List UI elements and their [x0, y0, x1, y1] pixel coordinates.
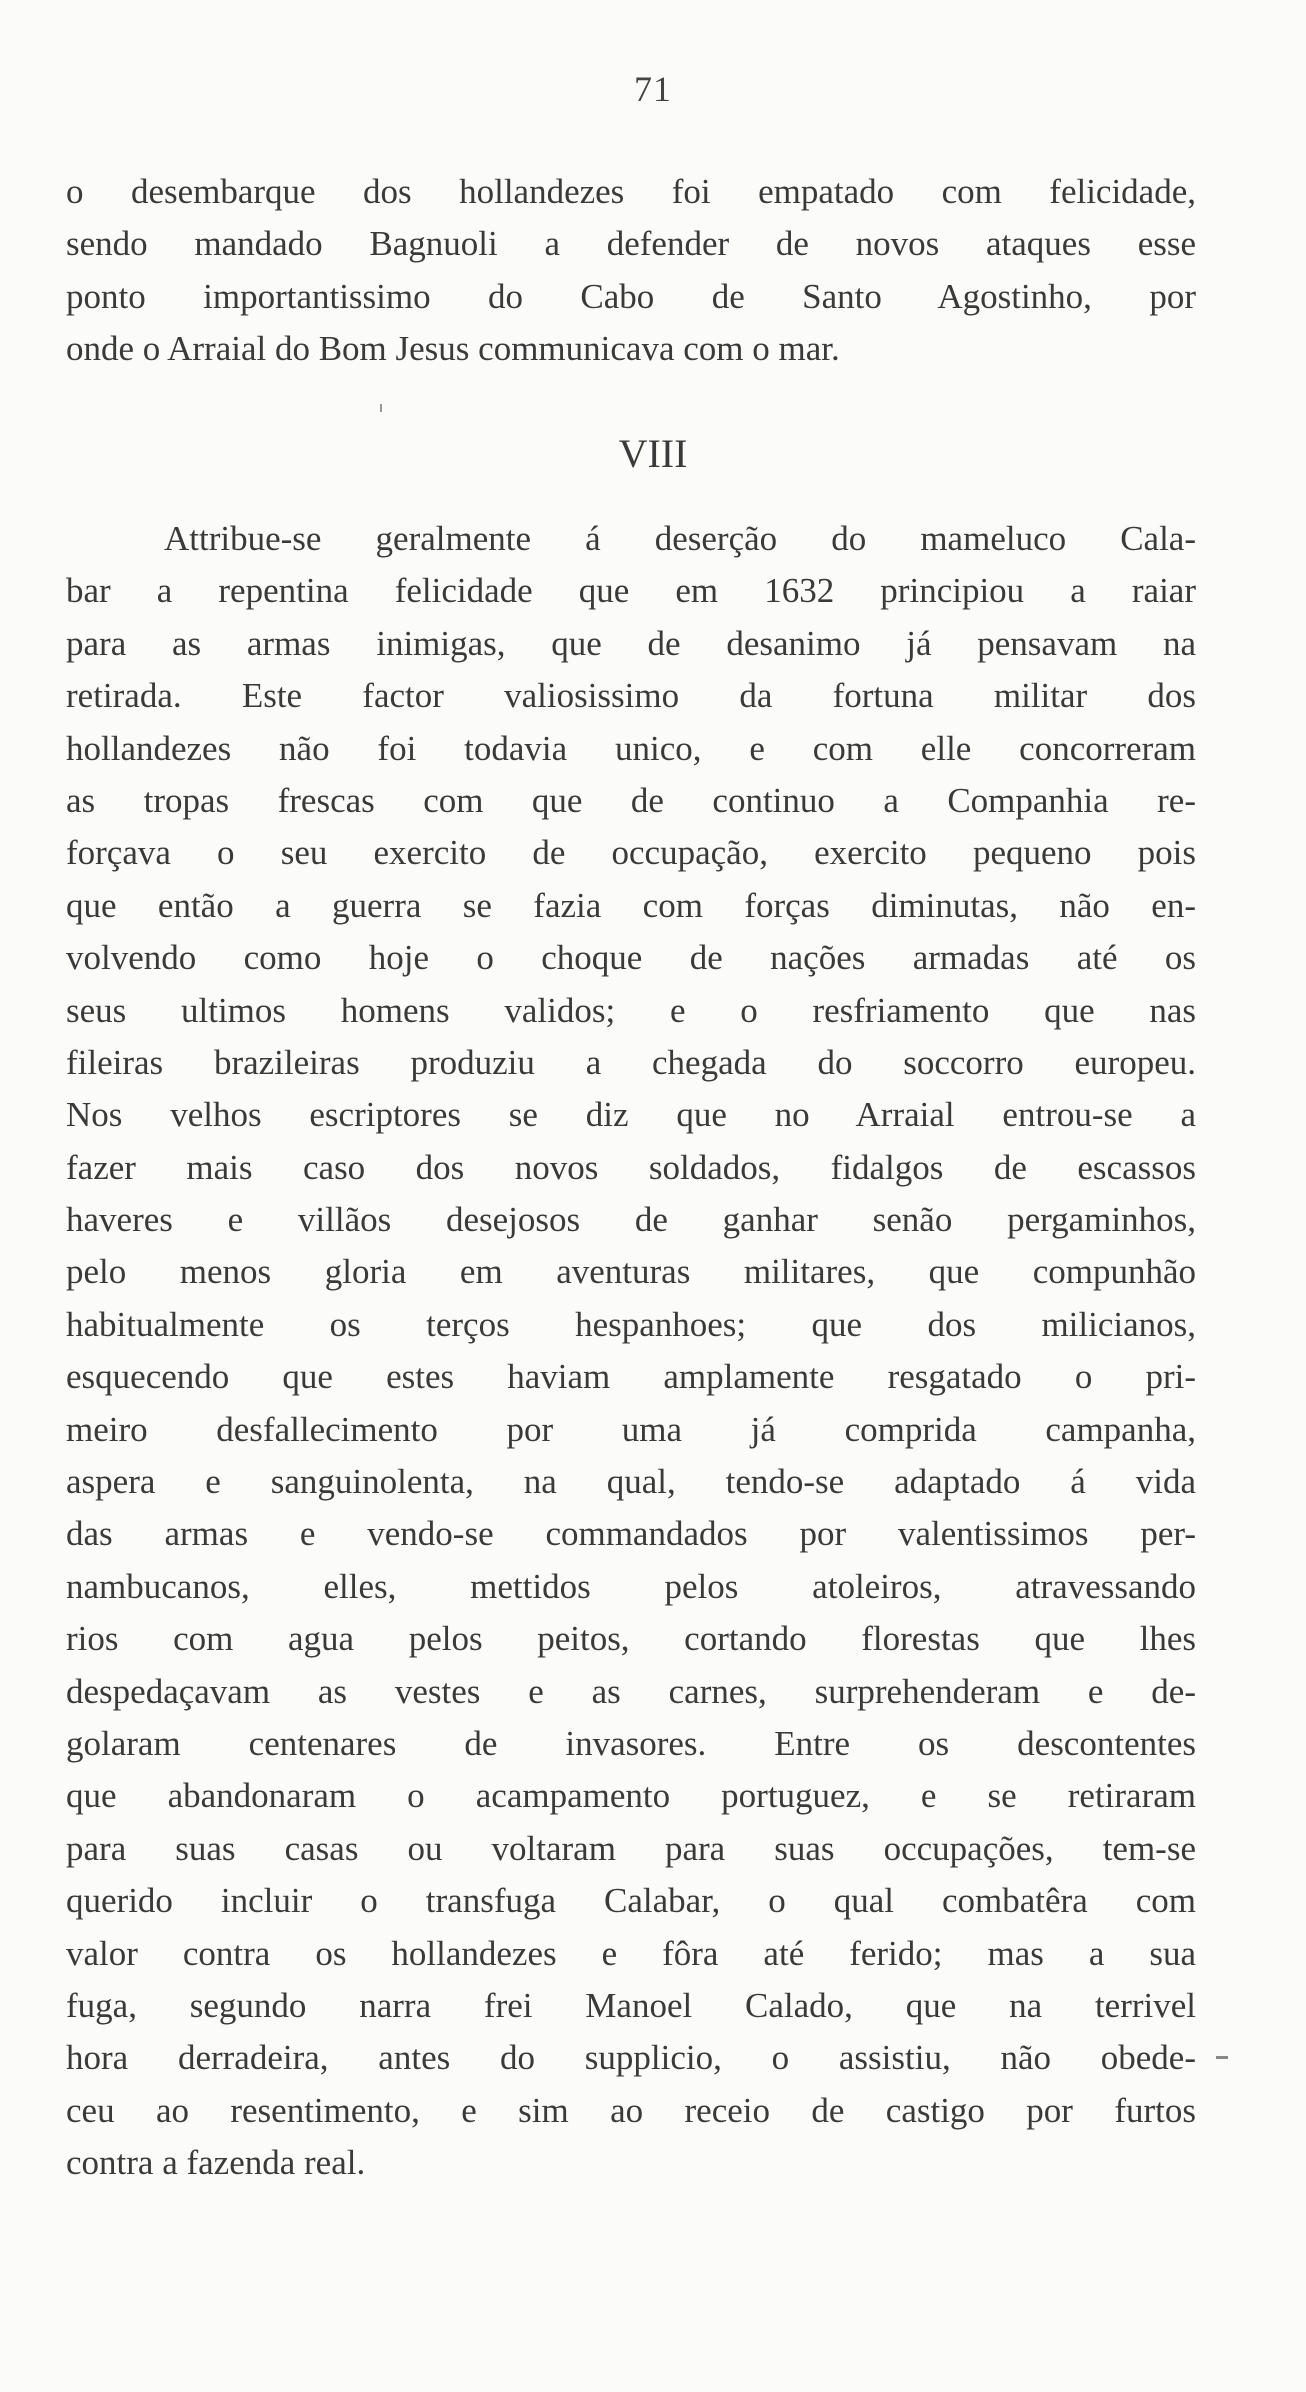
- text-line: seus ultimos homens validos; e o resfriamento que nas: [66, 990, 1196, 1030]
- text-line: bar a repentina felicidade que em 1632 principiou a raiar: [66, 571, 1196, 611]
- text-line: aspera e sanguinolenta, na qual, tendo-se adaptado á vida: [66, 1462, 1196, 1502]
- text-line: rios com agua pelos peitos, cortando florestas que lhes: [66, 1619, 1196, 1659]
- text-line: hollandezes não foi todavia unico, e com elle concorreram: [66, 728, 1196, 768]
- text-line: das armas e vendo-se commandados por valentissimos per-: [66, 1514, 1196, 1554]
- section-heading: VIII: [618, 431, 688, 476]
- page-number: 71: [634, 69, 672, 109]
- text-line: habitualmente os terços hespanhoes; que dos milicianos,: [66, 1304, 1196, 1344]
- text-line: que abandonaram o acampamento portuguez, e se retiraram: [66, 1776, 1196, 1816]
- text-line: forçava o seu exercito de occupação, exercito pequeno pois: [66, 833, 1196, 873]
- text-line: que então a guerra se fazia com forças diminutas, não en-: [66, 885, 1196, 925]
- text-line: para suas casas ou voltaram para suas occupações, tem-se: [66, 1828, 1196, 1868]
- text-line: despedaçavam as vestes e as carnes, surprehenderam e de-: [66, 1671, 1196, 1711]
- paragraph-section-viii: [66, 513, 1196, 2190]
- text-line: as tropas frescas com que de continuo a Companhia re-: [66, 780, 1196, 820]
- text-line: querido incluir o transfuga Calabar, o qual combatêra com: [66, 1881, 1196, 1921]
- text-line: onde o Arraial do Bom Jesus communicava com o mar.: [66, 329, 840, 369]
- text-line: ceu ao resentimento, e sim ao receio de castigo por furtos: [66, 2090, 1196, 2130]
- paragraph-continuation: [66, 166, 1196, 376]
- text-line: meiro desfallecimento por uma já comprida campanha,: [66, 1409, 1196, 1449]
- text-line: contra a fazenda real.: [66, 2143, 366, 2183]
- text-line: Nos velhos escriptores se diz que no Arraial entrou-se a: [66, 1095, 1196, 1135]
- text-line: esquecendo que estes haviam amplamente resgatado o pri-: [66, 1357, 1196, 1397]
- text-line: valor contra os hollandezes e fôra até ferido; mas a sua: [66, 1933, 1196, 1973]
- text-line: golaram centenares de invasores. Entre os descontentes: [66, 1723, 1196, 1763]
- text-line: fuga, segundo narra frei Manoel Calado, que na terrivel: [66, 1985, 1196, 2025]
- text-line: ponto importantissimo do Cabo de Santo Agostinho, por: [66, 276, 1196, 316]
- text-line: retirada. Este factor valiosissimo da fortuna militar dos: [66, 676, 1196, 716]
- text-line: Attribue-se geralmente á deserção do mameluco Cala-: [164, 519, 1196, 558]
- text-line: nambucanos, elles, mettidos pelos atoleiros, atravessando: [66, 1566, 1196, 1606]
- print-mark: [1216, 2056, 1228, 2059]
- text-line: para as armas inimigas, que de desanimo já pensavam na: [66, 623, 1196, 663]
- text-line: pelo menos gloria em aventuras militares, que compunhão: [66, 1252, 1196, 1292]
- text-line: volvendo como hoje o choque de nações armadas até os: [66, 938, 1196, 978]
- text-line: fileiras brazileiras produziu a chegada do soccorro europeu.: [66, 1042, 1196, 1082]
- text-line: sendo mandado Bagnuoli a defender de novos ataques esse: [66, 224, 1196, 264]
- text-line: fazer mais caso dos novos soldados, fidalgos de escassos: [66, 1147, 1196, 1187]
- print-mark: [380, 404, 382, 412]
- text-line: o desembarque dos hollandezes foi empatado com felicidade,: [66, 172, 1196, 211]
- text-line: hora derradeira, antes do supplicio, o assistiu, não obede-: [66, 2038, 1196, 2078]
- text-line: haveres e villãos desejosos de ganhar senão pergaminhos,: [66, 1200, 1196, 1240]
